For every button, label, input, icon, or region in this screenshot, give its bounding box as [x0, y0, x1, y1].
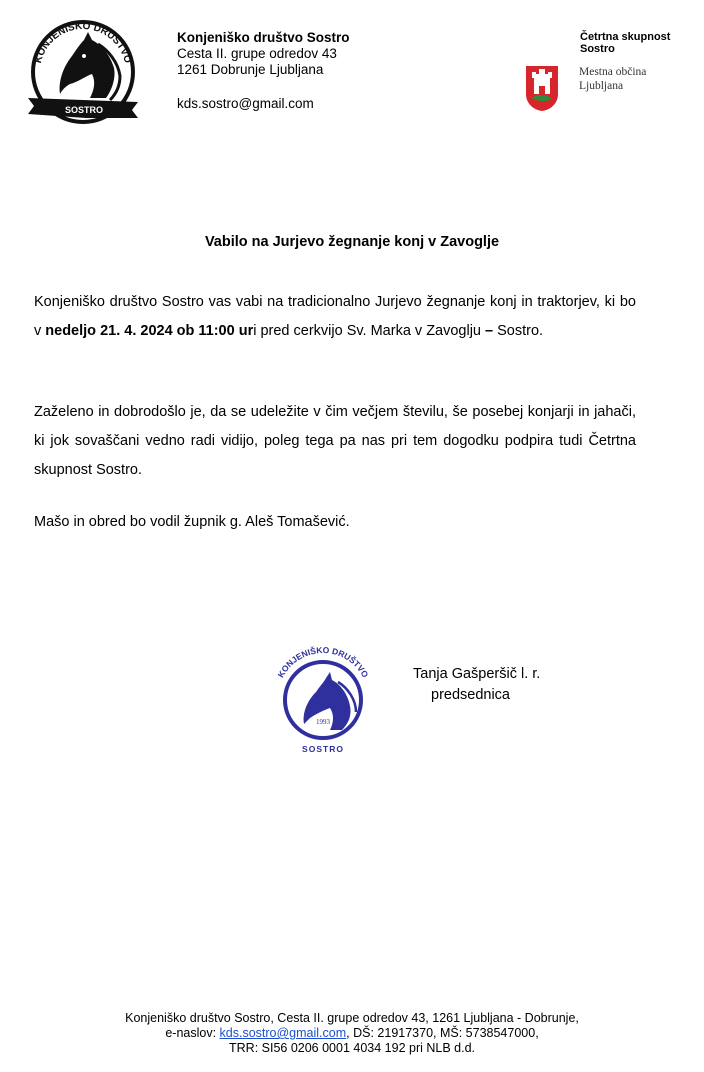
municipality-line-1: Mestna občina	[579, 66, 647, 78]
logo-arc-text: KONJENIŠKO DRUŠTVO	[32, 20, 134, 65]
organization-email: kds.sostro@gmail.com	[177, 96, 314, 111]
p1-text-end: Sostro.	[493, 323, 544, 339]
footer-email-link[interactable]: kds.sostro@gmail.com	[219, 1026, 347, 1040]
seal-bottom-text: SOSTRO	[302, 744, 344, 754]
signatory-role: predsednica	[431, 687, 510, 703]
logo-banner-text: SOSTRO	[64, 105, 104, 115]
footer	[0, 1011, 704, 1056]
municipality-line-2: Ljubljana	[579, 80, 624, 92]
p1-dash: –	[485, 323, 494, 339]
signatory-name: Tanja Gašperšič l. r.	[413, 666, 541, 682]
community-name	[580, 31, 670, 55]
municipality-name	[579, 65, 646, 93]
address-line-1: Cesta II. grupe odredov 43	[177, 46, 337, 61]
p1-text-start: Konjeniško društvo Sostro vas vabi na tradicionalno Jurjevo žegnanje konj in traktorjev, ki bo v	[34, 294, 636, 339]
footer-line-3: TRR: SI56 0206 0001 4034 192 pri NLB d.d.	[229, 1041, 475, 1055]
community-name-line-1: Četrtna skupnost	[580, 31, 671, 43]
organization-name: Konjeniško društvo Sostro	[177, 30, 350, 45]
p1-text-middle: i pred cerkvijo Sv. Marka v Zavoglju	[253, 323, 486, 339]
paragraph-invitation	[34, 288, 636, 346]
seal-top-text: KONJENIŠKO DRUŠTVO	[275, 644, 371, 680]
community-sponsor-logo	[522, 28, 676, 112]
organization-seal	[270, 640, 376, 756]
paragraph-mass: Mašo in obred bo vodil župnik g. Aleš Tomašević.	[34, 514, 350, 530]
seal-year: 1993	[316, 718, 330, 726]
footer-email-label: e-naslov:	[165, 1026, 220, 1040]
paragraph-welcome: Zaželeno in dobrodošlo je, da se udeležite v čim večjem številu, še posebej konjarji in jahači, ki jok sovaščani vedno radi vidijo, poleg tega pa nas pri tem dogodku podpira tudi Četrtna skupnost Sostro.	[34, 404, 636, 478]
document-title: Vabilo na Jurjevo žegnanje konj v Zavoglje	[204, 234, 500, 250]
footer-line-1: Konjeniško društvo Sostro, Cesta II. grupe odredov 43, 1261 Ljubljana - Dobrunje,	[125, 1011, 579, 1025]
address-line-2: 1261 Dobrunje Ljubljana	[177, 62, 324, 77]
organization-logo	[20, 10, 146, 130]
event-date-time: nedeljo 21. 4. 2024 ob 11:00 ur	[45, 323, 254, 339]
organization-info	[177, 30, 350, 112]
footer-tax-ids: , DŠ: 21917370, MŠ: 5738547000,	[346, 1026, 539, 1040]
community-name-line-2: Sostro	[580, 43, 615, 55]
footer-line-2	[0, 1026, 704, 1041]
ljubljana-coat-of-arms-icon	[524, 64, 560, 112]
